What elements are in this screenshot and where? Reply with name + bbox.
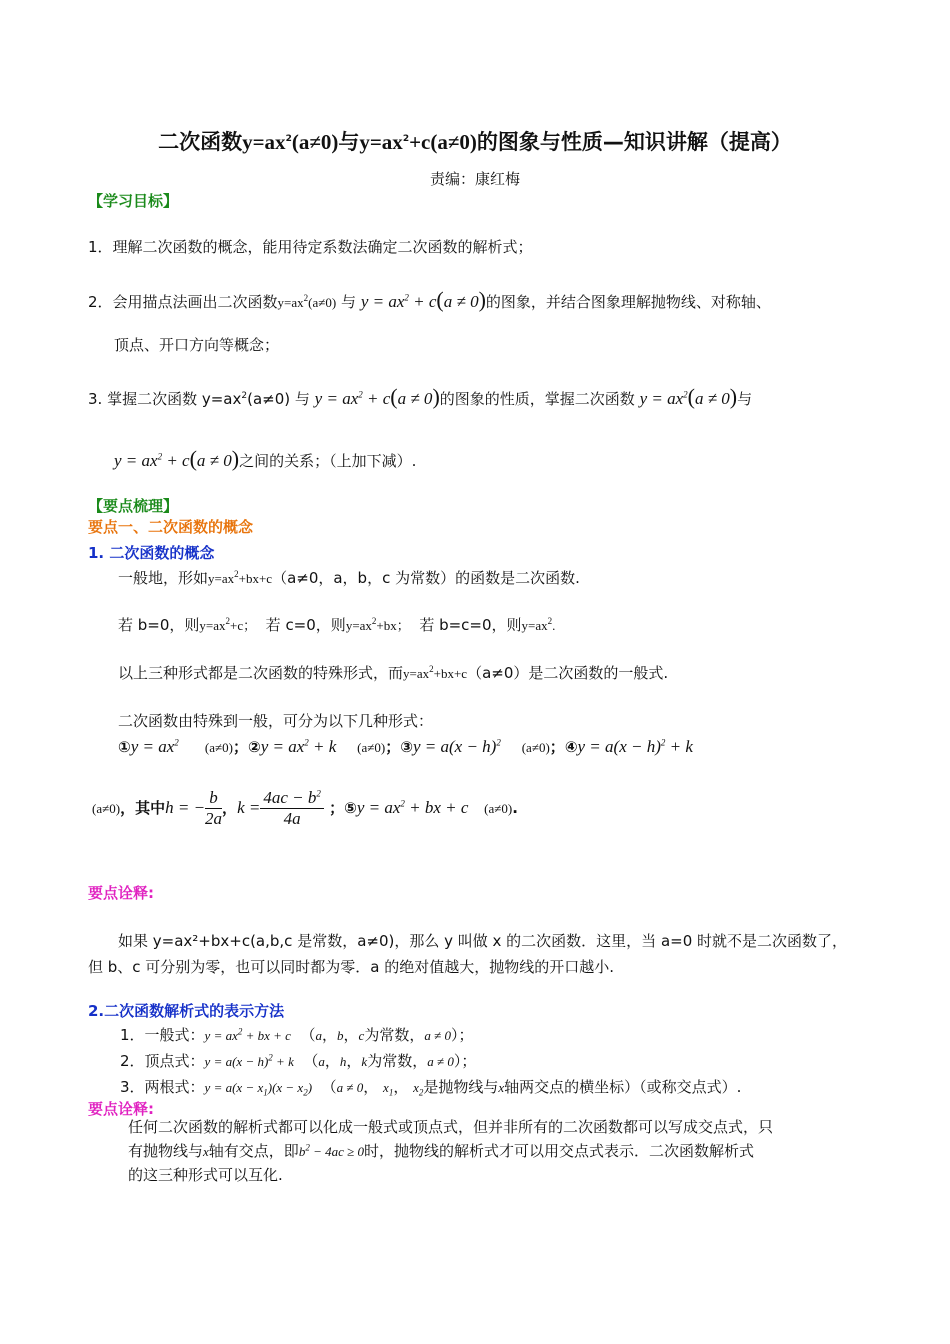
formula: +bx； [376, 618, 410, 633]
title-text: 与 [338, 130, 360, 154]
formula: y=ax [199, 618, 226, 633]
note-1-heading: 要点诠释: [88, 884, 154, 902]
goal-item-1: 1．理解二次函数的概念，能用待定系数法确定二次函数的解析式； [88, 238, 533, 256]
subsection-1-heading: 1. 二次函数的概念 [88, 544, 215, 562]
formula: y=ax [403, 666, 430, 681]
separator: ； [232, 738, 248, 756]
text: 是抛物线与 [423, 1078, 499, 1096]
formula: y=ax [208, 571, 235, 586]
text: 一般地，形如 [118, 569, 209, 587]
circle-number: ③ [400, 738, 413, 756]
note-1-line-1: 如果 y=ax²+bx+c(a,b,c 是常数，a≠0)，那么 y 叫做 x 的二次函数．这里，当 a=0 时就不是二次函数了， [118, 932, 848, 950]
k-equals: k = [237, 798, 261, 817]
section-1-heading: 要点一、二次函数的概念 [88, 518, 254, 536]
goal-text: 与 [737, 390, 753, 408]
forms-intro: 二次函数由特殊到一般，可分为以下几种形式： [118, 712, 434, 730]
definition-line: 一般地，形如$y=ax^2+bx+c(a\ne 0$，a，b，c 为常数）的函数是二次函数. [118, 569, 580, 587]
text: 有抛物线与 [128, 1142, 204, 1160]
title-formula: y=ax [359, 130, 403, 154]
goal-text: 与 [341, 293, 357, 311]
goal-item-3: 3. 掌握二次函数 $y=ax^2(a\ne 0)$ 与 $y = ax^2 + c(a \ne 0)$的图象的性质，掌握二次函数 $y = ax^2(a \ne 0)$与 [88, 384, 753, 409]
formula: $y = ax^2$ + bx + c [204, 1026, 291, 1043]
text: . [512, 799, 518, 817]
formula: +bx+c [433, 666, 468, 681]
note-2-line-3: 的这三种形式可以互化. [128, 1166, 283, 1184]
text: 2．顶点式： [120, 1052, 205, 1070]
condition: (a≠0) [484, 801, 513, 816]
title-formula: +c(a≠0) [409, 130, 477, 154]
text: 若 c=0，则 [265, 616, 346, 634]
text: 1．一般式： [120, 1026, 205, 1044]
form-vertex: 2．顶点式：$y = a(x - h)^2 + k$ （a，h，k为常数，a ≠ 0）； [120, 1052, 477, 1070]
title-text: 二次函数 [158, 130, 243, 154]
text: 为常数， [364, 1026, 425, 1044]
goal-item-2: 2．会用描点法画出二次函数$y=ax^2(a\ne 0)$ 与 $y = ax^2 + c(a \ne 0)$的图象，并结合图象理解抛物线、对称轴、 [88, 287, 771, 312]
text: ）； [450, 1026, 474, 1044]
form-general: 1．一般式：$y = ax^2$ + bx + c （a，b，c为常数，a ≠ 0）； [120, 1026, 474, 1044]
goal-item-3-cont [114, 446, 416, 472]
title-text: 的图象与性质—知识讲解（提高） [476, 130, 792, 154]
text: 轴两交点的横坐标）（或称交点式）. [504, 1078, 742, 1096]
formula: $y = a(x - h)^2 + k$ [204, 1052, 294, 1069]
goals-heading: 【学习目标】 [88, 192, 179, 210]
separator: ； [385, 738, 401, 756]
condition: (a≠0) [204, 740, 233, 755]
formula-y-ax2: $y = ax^2(a \ne 0)$ [639, 384, 738, 409]
note-1-line-2: 但 b、c 可分别为零，也可以同时都为零．a 的绝对值越大，抛物线的开口越小. [88, 958, 615, 976]
fraction-4ac-b2-4a: $\frac{4ac - b^2}{4a}$ [260, 788, 324, 829]
page-title [0, 126, 950, 156]
note-2-line-1: 任何二次函数的解析式都可以化成一般式或顶点式，但并非所有的二次函数都可以写成交点式，只 [128, 1118, 774, 1136]
forms-row-1 [118, 736, 693, 757]
goal-text: 的图象，并结合图象理解抛物线、对称轴、 [485, 293, 771, 311]
special-cases-line: 若 b=0，则$y=ax^2+c$； 若 c=0，则$y=ax^2+bx$； 若 b=c=0，则$y=ax^2$. [118, 616, 556, 634]
circle-number: ⑤ [344, 799, 357, 817]
note-2-line-2: 有抛物线与x轴有交点，即$b^2 - 4ac \ge 0$时，抛物线的解析式才可以用交点式表示．二次函数解析式 [128, 1142, 755, 1160]
circle-number: ② [247, 738, 261, 756]
formula: $y = a(x - x_1)(x - x_2)$ [204, 1080, 313, 1098]
form-4: $y = a(x - h)^2 + k$ [577, 737, 693, 756]
text: 以上三种形式都是二次函数的特殊形式，而 [118, 664, 404, 682]
form-1: $y = ax^2$ [130, 737, 179, 756]
goal-formula: (a≠0) [308, 295, 337, 310]
form-2: $y = ax^2 + k$ [260, 737, 337, 756]
condition: (a≠0) [357, 740, 386, 755]
formula-y-ax2-c: $y = ax^2 + c(a \ne 0)$ [314, 384, 440, 409]
formula-y-ax2-c: $y = ax^2 + c(a \ne 0)$ [114, 446, 240, 471]
formula: +bx+c [238, 571, 273, 586]
condition: (a≠0) [521, 740, 550, 755]
goal-text: 2．会用描点法画出二次函数 [88, 293, 278, 311]
condition: (a≠0) [92, 801, 121, 816]
text: （a≠0）是二次函数的一般式. [467, 664, 669, 682]
title-formula: y=ax [242, 130, 286, 154]
text: 3．两根式： [120, 1078, 205, 1096]
formula: . [552, 618, 556, 633]
text: 轴有交点，即 [208, 1142, 299, 1160]
separator: ； [549, 738, 565, 756]
text: 时，抛物线的解析式才可以用交点式表示．二次函数解析式 [364, 1142, 755, 1160]
title-exp: 2 [402, 134, 410, 144]
subsection-2-heading: 2.二次函数解析式的表示方法 [88, 1002, 285, 1020]
formula: y=ax [521, 618, 548, 633]
note-2-heading: 要点诠释: [88, 1100, 154, 1118]
text: ）； [453, 1052, 477, 1070]
text: （a≠0，a，b，c 为常数）的函数是二次函数. [272, 569, 580, 587]
points-heading: 【要点梳理】 [88, 497, 179, 515]
goal-text: 的图象的性质，掌握二次函数 [439, 390, 635, 408]
form-5: $y = ax^2$ + bx + c [356, 798, 469, 817]
editor-line: 责编：康红梅 [429, 170, 520, 188]
text: 为常数， [367, 1052, 428, 1070]
formula: +c； [230, 618, 257, 633]
formula: y=ax [345, 618, 372, 633]
circle-number: ① [118, 738, 131, 756]
forms-row-2 [92, 788, 518, 829]
h-equals: h = − [165, 798, 206, 817]
fraction-b-2a: $\frac{b}{2a}$ [205, 788, 223, 828]
goal-item-2-cont: 顶点、开口方向等概念； [114, 336, 280, 354]
separator: ， [222, 799, 238, 817]
text: ，其中 [120, 799, 166, 817]
goal-formula: y=ax [277, 295, 304, 310]
circle-number: ④ [564, 738, 578, 756]
formula-y-ax2-c: $y = ax^2 + c(a \ne 0)$ [360, 287, 486, 312]
goal-text: 3. 掌握二次函数 y=ax [88, 390, 242, 408]
text: 若 b=0，则 [118, 616, 200, 634]
form-roots: 3．两根式：$y = a(x - x_1)(x - x_2)$ （a ≠ 0， $x_1$， $x_2$是抛物线与x轴两交点的横坐标）（或称交点式）. [120, 1078, 742, 1098]
title-formula: (a≠0) [291, 130, 339, 154]
separator: ； [329, 799, 345, 817]
form-3: $y = a(x - h)^2$ [412, 737, 501, 756]
general-form-line: 以上三种形式都是二次函数的特殊形式，而$y=ax^2+bx+c(a\ne 0)$是二次函数的一般式. [118, 664, 669, 682]
goal-text: (a≠0) 与 [247, 390, 310, 408]
goal-text: 之间的关系；（上加下减）. [239, 452, 417, 470]
text: 若 b=c=0，则 [419, 616, 522, 634]
title-exp: 2 [285, 134, 292, 144]
